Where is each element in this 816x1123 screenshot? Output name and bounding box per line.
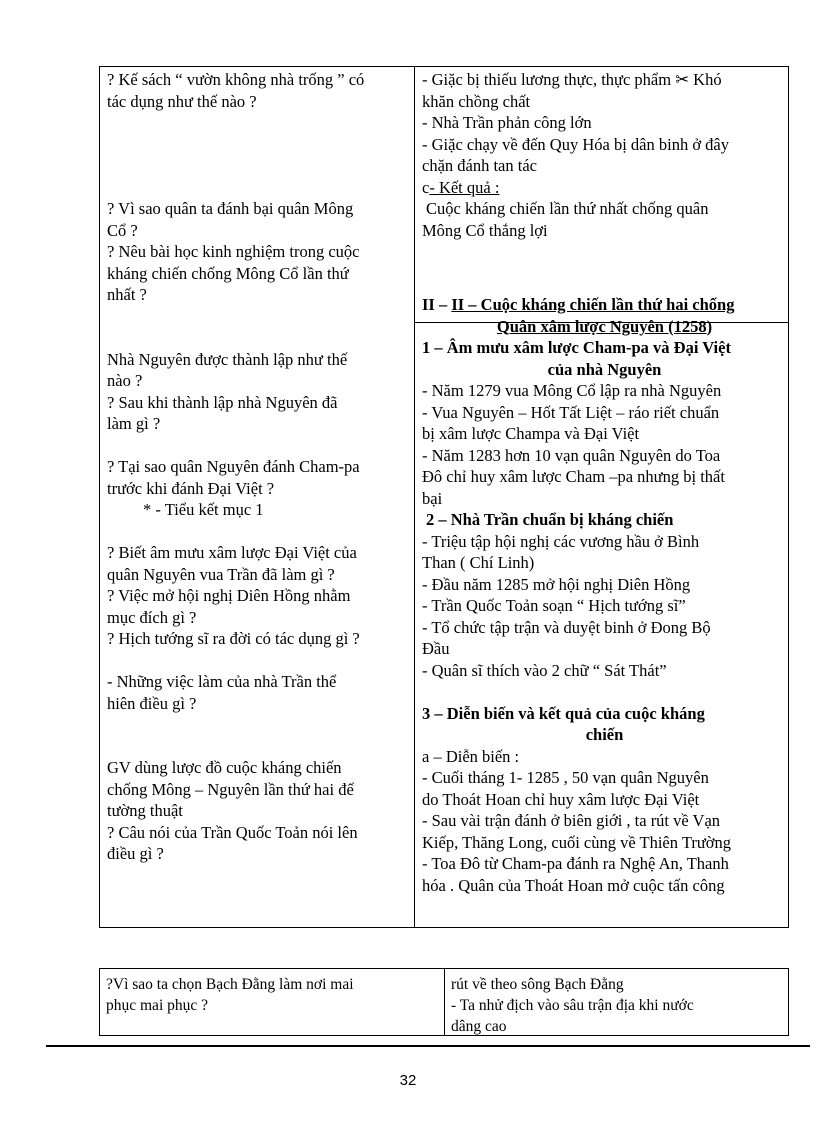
question-text: ? Nêu bài học kinh nghiệm trong cuộc	[107, 242, 360, 261]
answer-text: - Ta nhử địch vào sâu trận địa khi nước	[451, 997, 694, 1014]
teacher-note: tường thuật	[107, 801, 183, 820]
answer-text: chặn đánh tan tác	[422, 156, 537, 175]
subheading-1: của nhà Nguyên	[547, 359, 662, 379]
answers-column	[422, 69, 787, 896]
answer-text: - Năm 1279 vua Mông Cổ lập ra nhà Nguyên	[422, 381, 722, 400]
question-text: ? Kế sách “ vườn không nhà trống ” có	[107, 70, 365, 89]
lesson-table	[99, 66, 789, 928]
result-prefix: c	[422, 177, 430, 197]
subheading-3: chiến	[585, 725, 624, 744]
answer-text: Cuộc kháng chiến lần thứ nhất chống quân	[426, 199, 709, 218]
answer-text: - Giặc chạy về đến Quy Hóa bị dân binh ở đây	[422, 134, 730, 154]
page-number: 32	[399, 1072, 417, 1089]
question-text: ?Vì sao ta chọn Bạch Đằng làm nơi mai	[106, 976, 354, 993]
subheading-3: 3 – Diễn biến và kết quả của cuộc kháng	[422, 703, 705, 723]
question-text: trước khi đánh Đại Việt ?	[107, 478, 275, 498]
answer-text: rút về theo sông Bạch Đằng	[451, 976, 624, 993]
continuation-table	[99, 968, 789, 1036]
answer-text: bại	[422, 488, 443, 508]
footer-rule	[46, 1045, 810, 1047]
answer-text: hóa . Quân của Thoát Hoan mở cuộc tấn công	[422, 875, 725, 895]
answer-text: Mông Cổ thắng lợi	[422, 220, 548, 240]
question-text: ? Câu nói của Trần Quốc Toản nói lên	[107, 822, 358, 842]
question-text: ? Tại sao quân Nguyên đánh Cham-pa	[107, 457, 360, 476]
question-text: mục đích gì ?	[107, 607, 197, 627]
answer-text: - Đầu năm 1285 mở hội nghị Diên Hồng	[422, 574, 691, 594]
answer-text: dâng cao	[451, 1018, 507, 1035]
teacher-note: chống Mông – Nguyên lần thứ hai để	[107, 779, 354, 799]
question-text: ? Việc mở hội nghị Diên Hồng nhằm	[107, 586, 351, 605]
answer-text: Đầu	[422, 639, 450, 658]
question-text: nhất ?	[107, 285, 147, 304]
answer-text: Đô chỉ huy xâm lược Cham –pa nhưng bị thất	[422, 467, 725, 486]
result-label: - Kết quả :	[429, 177, 500, 197]
summary-note: * - Tiểu kết mục 1	[143, 500, 264, 519]
answer-text: khăn chồng chất	[422, 91, 531, 111]
teacher-note: GV dùng lược đồ cuộc kháng chiến	[107, 758, 342, 777]
question-text: Cổ ?	[107, 220, 138, 240]
answer-text: - Giặc bị thiếu lương thực, thực phẩm ✂ Khó	[422, 70, 722, 89]
question-text: ? Biết âm mưu xâm lược Đại Việt của	[107, 543, 357, 562]
question-text: quân Nguyên vua Trần đã làm gì ?	[107, 564, 335, 584]
question-text: hiên điều gì ?	[107, 693, 197, 713]
result-heading	[422, 177, 787, 199]
answer-text: - Tổ chức tập trận và duyệt binh ở Đong Bộ	[422, 617, 711, 637]
answer-text: Kiếp, Thăng Long, cuối cùng về Thiên Trường	[422, 832, 731, 852]
questions-column	[107, 69, 407, 865]
section-ii-title: II – II – Cuộc kháng chiến lần thứ hai chống	[422, 295, 735, 314]
answer-text: - Năm 1283 hơn 10 vạn quân Nguyên do Toa	[422, 445, 721, 465]
question-text: Nhà Nguyên được thành lập như thế	[107, 349, 348, 369]
answer-text: - Nhà Trần phản công lớn	[422, 113, 592, 132]
question-text: kháng chiến chống Mông Cổ lần thứ	[107, 263, 349, 283]
answer-text: do Thoát Hoan chỉ huy xâm lược Đại Việt	[422, 789, 700, 809]
question-text: điều gì ?	[107, 844, 164, 863]
answer-text: bị xâm lược Champa và Đại Việt	[422, 424, 640, 443]
subheading-1: 1 – Âm mưu xâm lược Cham-pa và Đại Việt	[422, 338, 731, 357]
answer-text: - Triệu tập hội nghị các vương hầu ở Bình	[422, 531, 700, 551]
question-text: - Những việc làm của nhà Trần thể	[107, 672, 337, 691]
answer-text: - Toa Đô từ Cham-pa đánh ra Nghệ An, Thanh	[422, 854, 729, 873]
answers-column	[451, 974, 786, 1037]
answer-text: - Vua Nguyên – Hốt Tất Liệt – ráo riết chuẩn	[422, 402, 720, 422]
question-text: nào ?	[107, 371, 143, 390]
dien-bien-label: a – Diễn biến :	[422, 746, 520, 766]
section-ii-subtitle: Quân xâm lược Nguyên (1258)	[496, 316, 713, 336]
question-text: tác dụng như thế nào ?	[107, 91, 257, 111]
question-text: ? Hịch tướng sĩ ra đời có tác dụng gì ?	[107, 629, 360, 648]
answer-text: - Cuối tháng 1- 1285 , 50 vạn quân Nguyên	[422, 768, 709, 787]
subheading-2: 2 – Nhà Trần chuẩn bị kháng chiến	[426, 510, 674, 529]
answer-text: Than ( Chí Linh)	[422, 553, 535, 572]
question-text: làm gì ?	[107, 414, 161, 433]
question-text: ? Sau khi thành lập nhà Nguyên đã	[107, 392, 338, 412]
answer-text: - Quân sĩ thích vào 2 chữ “ Sát Thát”	[422, 660, 667, 680]
column-divider	[444, 969, 445, 1035]
answer-text: - Sau vài trận đánh ở biên giới , ta rút về Vạn	[422, 811, 721, 830]
question-text: phục mai phục ?	[106, 997, 209, 1014]
questions-column	[106, 974, 436, 1016]
question-text: ? Vì sao quân ta đánh bại quân Mông	[107, 199, 354, 218]
column-divider	[414, 67, 415, 927]
answer-text: - Trần Quốc Toản soạn “ Hịch tướng sĩ”	[422, 596, 686, 615]
